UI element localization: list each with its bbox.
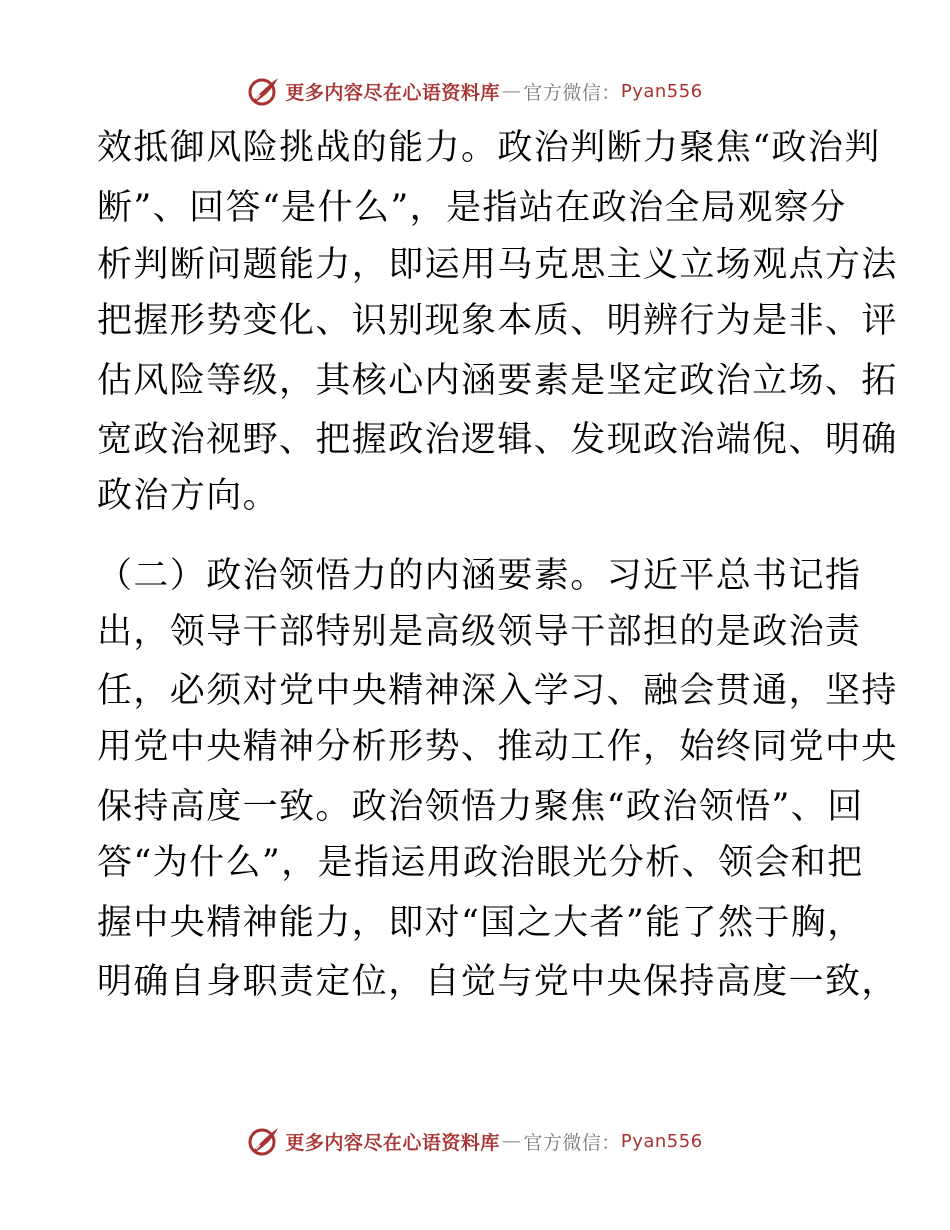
watermark-wechat-id: Pyan556 (620, 1130, 703, 1152)
body-line: 用党中央精神分析形势、推动工作，始终同党中央 (97, 727, 898, 767)
body-line: 答“为什么”，是指运用政治眼光分析、领会和把 (97, 843, 864, 883)
quill-logo-icon (247, 74, 281, 108)
body-line: 析判断问题能力，即运用马克思主义立场观点方法 (97, 245, 898, 285)
section-heading-line: （二）政治领悟力的内涵要素。习近平总书记指 (97, 556, 862, 596)
watermark-wechat-id: Pyan556 (620, 80, 703, 102)
watermark-wechat-label: 官方微信： (523, 81, 621, 104)
watermark-separator: — (501, 80, 522, 102)
body-line: 明确自身职责定位，自觉与党中央保持高度一致， (97, 962, 898, 1002)
body-line: 任，必须对党中央精神深入学习、融会贯通，坚持 (97, 671, 898, 711)
body-line: 估风险等级，其核心内涵要素是坚定政治立场、拓 (97, 361, 898, 401)
quill-logo-icon (247, 1124, 281, 1158)
body-line: 把握形势变化、识别现象本质、明辨行为是非、评 (97, 301, 898, 341)
body-line: 效抵御风险挑战的能力。政治判断力聚焦“政治判 (97, 128, 881, 168)
body-line: 宽政治视野、把握政治逻辑、发现政治端倪、明确 (97, 420, 898, 460)
body-line: 政治方向。 (97, 476, 280, 516)
body-line: 保持高度一致。政治领悟力聚焦“政治领悟”、回 (97, 787, 864, 827)
body-line: 断”、回答“是什么”，是指站在政治全局观察分 (97, 188, 847, 228)
watermark-lead-text: 更多内容尽在心语资料库 (285, 1131, 500, 1154)
body-line: 握中央精神能力，即对“国之大者”能了然于胸， (97, 903, 864, 943)
watermark-separator: — (501, 1130, 522, 1152)
watermark-wechat-label: 官方微信： (523, 1131, 621, 1154)
footer-watermark (0, 1121, 950, 1161)
watermark-lead-text: 更多内容尽在心语资料库 (285, 81, 500, 104)
header-watermark (0, 71, 950, 111)
body-line: 出，领导干部特别是高级领导干部担的是政治责 (97, 612, 862, 652)
